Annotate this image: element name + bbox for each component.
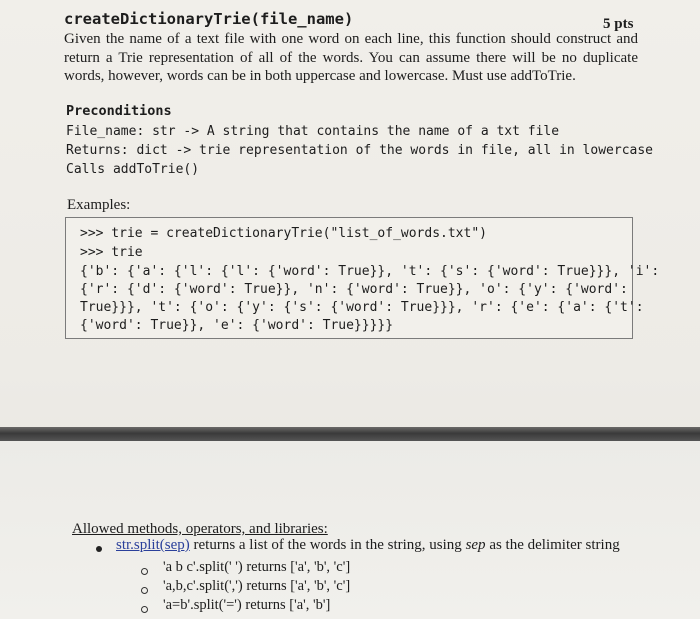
circle-bullet-icon: [141, 568, 148, 575]
code-line: {'b': {'a': {'l': {'l': {'word': True}}, 't': {'s': {'word': True}}}, 'i':: [80, 264, 660, 279]
code-line: >>> trie = createDictionaryTrie("list_of_words.txt"): [80, 226, 487, 241]
precondition-line: File_name: str -> A string that contains the name of a txt file: [66, 124, 560, 139]
code-line: True}}}, 't': {'o': {'y': {'s': {'word': True}}}, 'r': {'e': {'a': {'t':: [80, 300, 644, 315]
allowed-heading: Allowed methods, operators, and libraries:: [72, 521, 328, 537]
code-line: {'word': True}}, 'e': {'word': True}}}}}: [80, 318, 394, 333]
question-description: Given the name of a text file with one word on each line, this function should construct and return a Trie representation of all of the words. You can assume there will be no duplicate words, however, words can be in both uppercase and lowercase. Must use addToTrie.: [64, 31, 638, 84]
split-example: 'a,b,c'.split(',') returns ['a', 'b', 'c']: [163, 578, 351, 594]
example-code-box: [65, 217, 660, 339]
precondition-line: Returns: dict -> trie representation of the words in file, all in lowercase: [66, 143, 653, 158]
function-signature: createDictionaryTrie(file_name): [64, 10, 354, 28]
split-example: 'a b c'.split(' ') returns ['a', 'b', 'c']: [163, 559, 351, 575]
examples-heading: Examples:: [67, 197, 131, 213]
str-split-link[interactable]: str.split(sep): [116, 537, 190, 553]
bullet-icon: [96, 546, 102, 552]
allowed-bullet: [116, 537, 620, 554]
circle-bullet-icon: [141, 606, 148, 613]
code-line: >>> trie: [80, 245, 143, 260]
sep-term: sep: [465, 537, 486, 553]
code-line: {'r': {'d': {'word': True}}, 'n': {'word': True}}, 'o': {'y': {'word':: [80, 282, 628, 297]
split-example: 'a=b'.split('=') returns ['a', 'b']: [163, 597, 331, 613]
preconditions-heading: Preconditions: [66, 103, 172, 119]
circle-bullet-icon: [141, 587, 148, 594]
bullet-text-part: returns a list of the words in the string, using: [189, 537, 466, 553]
points-label: 5 pts: [603, 16, 634, 32]
page-divider: [0, 427, 700, 441]
bullet-text-part: as the delimiter string: [485, 537, 620, 553]
precondition-line: Calls addToTrie(): [66, 162, 200, 177]
